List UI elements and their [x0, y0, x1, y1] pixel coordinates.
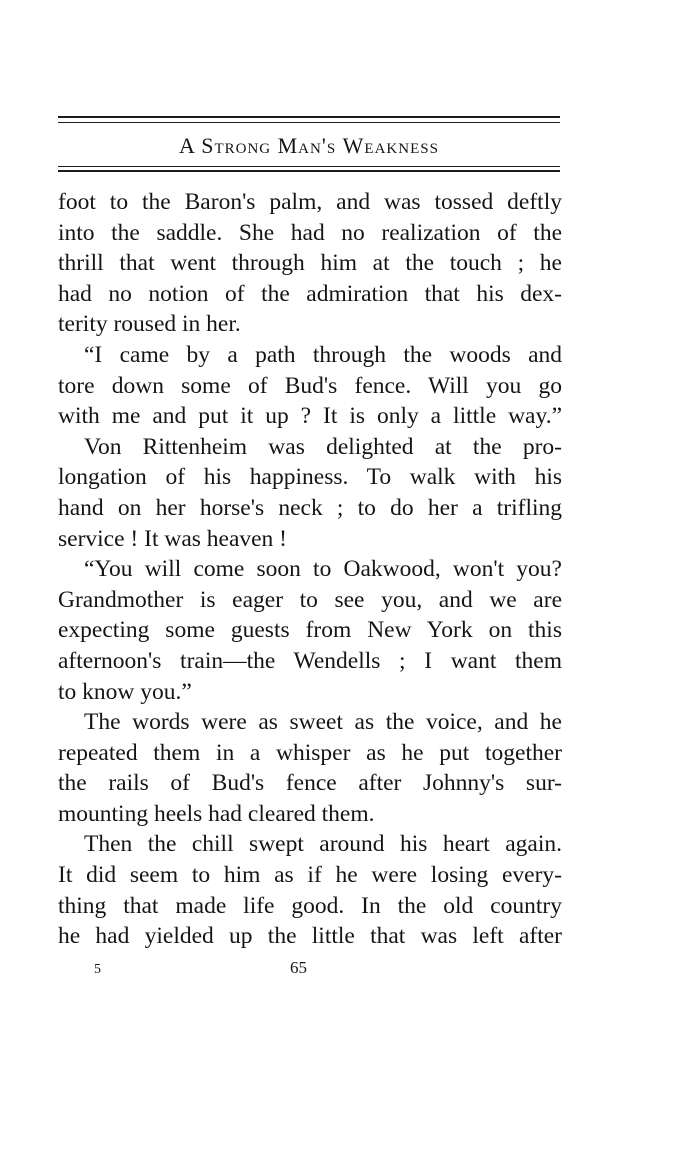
signature-mark: 5 — [94, 962, 101, 977]
running-head-part: A — [179, 133, 202, 158]
text-line: he had yielded up the little that was left after — [58, 923, 562, 950]
text-line: thing that made life good. In the old country — [58, 892, 562, 919]
text-line: into the saddle. She had no realization of the — [58, 219, 562, 246]
text-line: expecting some guests from New York on this — [58, 617, 562, 644]
text-line: to know you.” — [58, 678, 192, 705]
text-line: mounting heels had cleared them. — [58, 800, 375, 827]
running-head-part: Weakness — [342, 133, 439, 158]
header-rule-top-thick — [58, 116, 560, 118]
text-line: had no notion of the admiration that his dex- — [58, 280, 562, 307]
text-line: service ! It was heaven ! — [58, 525, 288, 552]
text-line: Then the chill swept around his heart again. — [84, 831, 562, 858]
text-line: terity roused in her. — [58, 311, 241, 338]
text-line: longation of his happiness. To walk with his — [58, 464, 562, 491]
text-line: with me and put it up ? It is only a little way.” — [58, 403, 562, 430]
text-line: hand on her horse's neck ; to do her a trifling — [58, 494, 562, 521]
page-number: 65 — [290, 958, 307, 977]
body-text — [58, 187, 562, 952]
running-head-part: Strong — [201, 133, 272, 158]
text-line: repeated them in a whisper as he put together — [58, 739, 562, 766]
running-head — [58, 133, 560, 159]
header-rule-bottom-thin — [58, 166, 560, 167]
text-line: tore down some of Bud's fence. Will you go — [58, 372, 562, 399]
text-line: Grandmother is eager to see you, and we are — [58, 586, 562, 613]
text-line: “I came by a path through the woods and — [84, 341, 562, 368]
text-line: afternoon's train—the Wendells ; I want them — [58, 647, 562, 674]
text-line: thrill that went through him at the touch ; he — [58, 250, 562, 277]
text-line: The words were as sweet as the voice, and he — [84, 709, 562, 736]
text-line: “You will come soon to Oakwood, won't you? — [84, 556, 562, 583]
text-line: Von Rittenheim was delighted at the pro- — [84, 433, 562, 460]
text-line: the rails of Bud's fence after Johnny's sur- — [58, 770, 562, 797]
text-line: It did seem to him as if he were losing every- — [58, 862, 562, 889]
text-line: foot to the Baron's palm, and was tossed deftly — [58, 189, 562, 215]
header-rule-top-thin — [58, 122, 560, 123]
running-head-part: Man's — [277, 133, 337, 158]
header-rule-bottom-thick — [58, 170, 560, 172]
